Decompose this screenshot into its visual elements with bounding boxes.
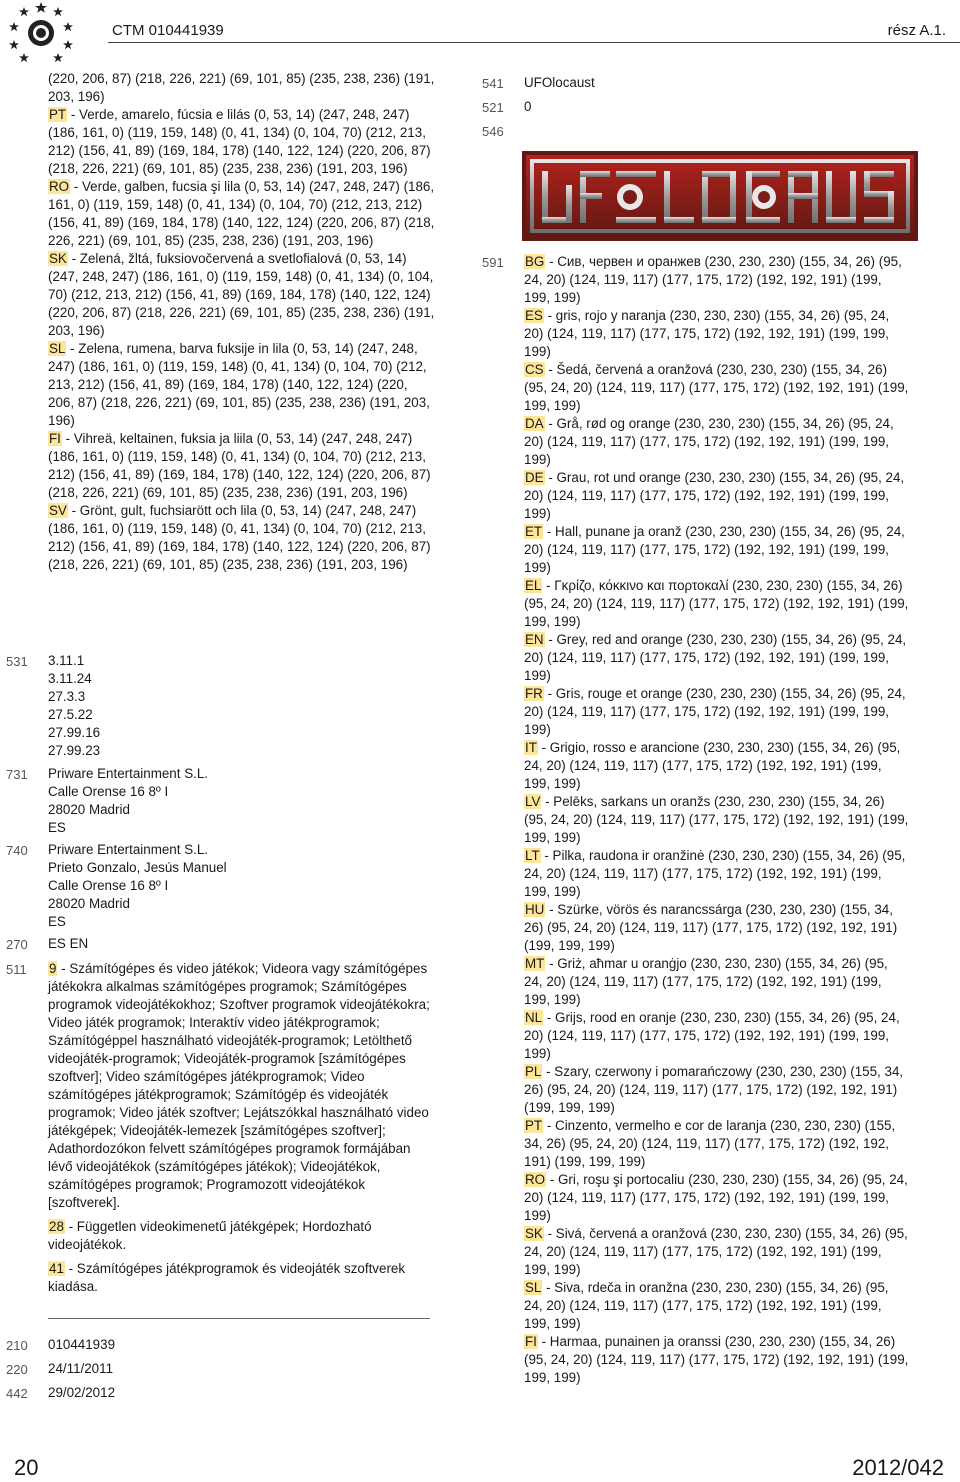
representative-name: Prieto Gonzalo, Jesús Manuel xyxy=(48,860,227,875)
colour-claim-sk: SK - Zelená, žltá, fuksiovočervená a svetlofialová (0, 53, 14) (247, 248, 247) (186, 161, 0) (119, 159, 148) (0, 41, 134) (0, 104, 70) (212, 213, 212) (156, 41, 89) (169, 184, 178) (140, 122, 124) (220, 206, 87) (218, 226, 221) (69, 101, 85) (235, 238, 236) (191, 203, 196) xyxy=(48,251,435,338)
field-code-220: 220 xyxy=(6,1362,28,1377)
field-code-731: 731 xyxy=(6,767,28,782)
nice-class-28: 28 - Független videokimenetű játékgépek; Hordozható videojátékok. xyxy=(48,1219,372,1252)
colour-claim-ro: RO - Verde, galben, fucsia şi lila (0, 53, 14) (247, 248, 247) (186, 161, 0) (119, 159, 148) (0, 41, 134) (0, 104, 70) (212, 213, 212) (156, 41, 89) (169, 184, 178) (140, 122, 124) (220, 206, 87) (218, 226, 221) (69, 101, 85) (235, 238, 236) (191, 203, 196) xyxy=(48,179,435,248)
goods-and-services xyxy=(48,960,432,1302)
vienna-code: 27.3.3 xyxy=(48,689,86,704)
colour-entry-cs: CS - Šedá, červená a oranžová (230, 230, 230) (155, 34, 26) (95, 24, 20) (124, 119, 117) (177, 175, 172) (192, 192, 191) (199, 199, 199) xyxy=(524,362,909,413)
representative-city: 28020 Madrid xyxy=(48,896,130,911)
section-label: rész A.1. xyxy=(887,22,946,39)
mark-colour-claims xyxy=(524,253,910,1387)
field-code-531: 531 xyxy=(6,654,28,669)
colour-entry-sk: SK - Sivá, červená a oranžová (230, 230, 230) (155, 34, 26) (95, 24, 20) (124, 119, 117) (177, 175, 172) (192, 192, 191) (199, 199, 199) xyxy=(524,1226,908,1277)
vienna-code: 27.99.16 xyxy=(48,725,101,740)
field-code-591: 591 xyxy=(482,255,504,270)
colour-entry-fi: FI - Harmaa, punainen ja oranssi (230, 230, 230) (155, 34, 26) (95, 24, 20) (124, 119, 117) (177, 175, 172) (192, 192, 191) (199, 199, 199) xyxy=(524,1334,909,1385)
bulletin-issue: 2012/042 xyxy=(852,1455,944,1480)
colour-entry-hu: HU - Szürke, vörös és narancssárga (230, 230, 230) (155, 34, 26) (95, 24, 20) (124, 119, 117) (177, 175, 172) (192, 192, 191) (199, 199, 199) xyxy=(524,902,898,953)
publication-date: 29/02/2012 xyxy=(48,1385,116,1400)
colour-entry-lv: LV - Pelēks, sarkans un oranžs (230, 230, 230) (155, 34, 26) (95, 24, 20) (124, 119, 117) (177, 175, 172) (192, 192, 191) (199, 199, 199) xyxy=(524,794,909,845)
applicant-country: ES xyxy=(48,820,66,835)
field-code-210: 210 xyxy=(6,1338,28,1353)
field-code-521: 521 xyxy=(482,100,504,115)
colour-entry-de: DE - Grau, rot und orange (230, 230, 230) (155, 34, 26) (95, 24, 20) (124, 119, 117) (177, 175, 172) (192, 192, 191) (199, 199, 199) xyxy=(524,470,905,521)
field-code-546: 546 xyxy=(482,124,504,139)
colour-entry-en: EN - Grey, red and orange (230, 230, 230) (155, 34, 26) (95, 24, 20) (124, 119, 117) (177, 175, 172) (192, 192, 191) (199, 199, 199) xyxy=(524,632,907,683)
colour-entry-pl: PL - Szary, czerwony i pomarańczowy (230, 230, 230) (155, 34, 26) (95, 24, 20) (124, 119, 117) (177, 175, 172) (192, 192, 191) (199, 199, 199) xyxy=(524,1064,904,1115)
vienna-code: 27.99.23 xyxy=(48,743,101,758)
colour-claim-fi: FI - Vihreä, keltainen, fuksia ja liila (0, 53, 14) (247, 248, 247) (186, 161, 0) (119, 159, 148) (0, 41, 134) (0, 104, 70) (212, 213, 212) (156, 41, 89) (169, 184, 178) (140, 122, 124) (220, 206, 87) (218, 226, 221) (69, 101, 85) (235, 238, 236) (191, 203, 196) xyxy=(48,431,431,500)
colour-entry-es: ES - gris, rojo y naranja (230, 230, 230) (155, 34, 26) (95, 24, 20) (124, 119, 117) (177, 175, 172) (192, 192, 191) (199, 199, 199) xyxy=(524,308,890,359)
colour-entry-fr: FR - Gris, rouge et orange (230, 230, 230) (155, 34, 26) (95, 24, 20) (124, 119, 117) (177, 175, 172) (192, 192, 191) (199, 199, 199) xyxy=(524,686,906,737)
vienna-code: 3.11.1 xyxy=(48,653,85,668)
colour-entry-bg: BG - Сив, червен и оранжев (230, 230, 230) (155, 34, 26) (95, 24, 20) (124, 119, 117) (177, 175, 172) (192, 192, 191) (199, 199, 199) xyxy=(524,254,902,305)
colour-entry-ro: RO - Gri, roşu şi portocaliu (230, 230, 230) (155, 34, 26) (95, 24, 20) (124, 119, 117) (177, 175, 172) (192, 192, 191) (199, 199, 199) xyxy=(524,1172,908,1223)
eu-stars-logo-icon xyxy=(6,0,76,66)
colour-claim-continued: (220, 206, 87) (218, 226, 221) (69, 101, 85) (235, 238, 236) (191, 203, 196) xyxy=(48,71,435,104)
colour-claim-sl: SL - Zelena, rumena, barva fuksije in lila (0, 53, 14) (247, 248, 247) (186, 161, 0) (119, 159, 148) (0, 41, 134) (0, 104, 70) (212, 213, 212) (156, 41, 89) (169, 184, 178) (140, 122, 124) (220, 206, 87) (218, 226, 221) (69, 101, 85) (235, 238, 236) (191, 203, 196) xyxy=(48,341,430,428)
field-code-511: 511 xyxy=(6,962,27,977)
languages: ES EN xyxy=(48,936,89,951)
colour-entry-lt: LT - Pilka, raudona ir oranžinė (230, 230, 230) (155, 34, 26) (95, 24, 20) (124, 119, 117) (177, 175, 172) (192, 192, 191) (199, 199, 199) xyxy=(524,848,906,899)
header-divider xyxy=(108,42,960,43)
colour-entry-el: EL - Γκρίζο, κόκκινο και πορτοκαλί (230, 230, 230) (155, 34, 26) (95, 24, 20) (124, 119, 117) (177, 175, 172) (192, 192, 191) (199, 199, 199) xyxy=(524,578,909,629)
page-number: 20 xyxy=(14,1455,39,1480)
colour-claims xyxy=(48,70,436,574)
representative-address xyxy=(48,841,428,931)
document-number-header: CTM 010441939 xyxy=(112,22,224,39)
colour-entry-it: IT - Grigio, rosso e arancione (230, 230, 230) (155, 34, 26) (95, 24, 20) (124, 119, 117) (177, 175, 172) (192, 192, 191) (199, 199, 199) xyxy=(524,740,901,791)
field-code-270: 270 xyxy=(6,937,28,952)
mark-text: UFOlocaust xyxy=(524,75,595,90)
application-number: 010441939 xyxy=(48,1337,116,1352)
vienna-code: 27.5.22 xyxy=(48,707,93,722)
representative-country: ES xyxy=(48,914,66,929)
colour-entry-da: DA - Grå, rød og orange (230, 230, 230) (155, 34, 26) (95, 24, 20) (124, 119, 117) (177, 175, 172) (192, 192, 191) (199, 199, 199) xyxy=(524,416,894,467)
ufolocaust-logo-image xyxy=(520,145,920,245)
nice-class-9: 9 - Számítógépes és video játékok; Videora vagy számítógépes játékokra alkalmas számítógépes programok; Számítógépes programok videojátékokhoz; Szoftver programok videojátékokra; Video játék programok; Interaktív video játékprogramok; Számítógéppel használható videojáték-programok; Letölthető videojáték-programok; Videojáték-programok [számítógépes szoftver]; Video számítógépes játékprogramok; Video számítógépes játékprogramok; Számítógép és videojáték programok; Video játék szoftver; Lejátszókkal használható video játékgépek; Videojáték-lemezek [számítógépes szoftver]; Adathordozókon felvett számítógépes programok formájában lévő videojátékok (számítógépes játékok); Videojátékok, számítógépes programok; Programozott videojátékok [szoftverek]. xyxy=(48,961,430,1210)
colour-claim-sv: SV - Grönt, gult, fuchsiarött och lila (0, 53, 14) (247, 248, 247) (186, 161, 0) (119, 159, 148) (0, 41, 134) (0, 104, 70) (212, 213, 212) (156, 41, 89) (169, 184, 178) (140, 122, 124) (220, 206, 87) (218, 226, 221) (69, 101, 85) (235, 238, 236) (191, 203, 196) xyxy=(48,503,431,572)
representative-company: Priware Entertainment S.L. xyxy=(48,842,209,857)
applicant-name: Priware Entertainment S.L. xyxy=(48,766,209,781)
distinctiveness-indicator: 0 xyxy=(524,99,532,114)
vienna-code: 3.11.24 xyxy=(48,671,92,686)
field-code-442: 442 xyxy=(6,1386,28,1401)
applicant-city: 28020 Madrid xyxy=(48,802,130,817)
colour-entry-et: ET - Hall, punane ja oranž (230, 230, 230) (155, 34, 26) (95, 24, 20) (124, 119, 117) (177, 175, 172) (192, 192, 191) (199, 199, 199) xyxy=(524,524,905,575)
applicant-street: Calle Orense 16 8º I xyxy=(48,784,169,799)
field-code-740: 740 xyxy=(6,843,28,858)
nice-class-41: 41 - Számítógépes játékprogramok és videojáték szoftverek kiadása. xyxy=(48,1261,406,1294)
colour-entry-nl: NL - Grijs, rood en oranje (230, 230, 230) (155, 34, 26) (95, 24, 20) (124, 119, 117) (177, 175, 172) (192, 192, 191) (199, 199, 199) xyxy=(524,1010,900,1061)
representative-street: Calle Orense 16 8º I xyxy=(48,878,169,893)
colour-entry-mt: MT - Griż, aħmar u oranġjo (230, 230, 230) (155, 34, 26) (95, 24, 20) (124, 119, 117) (177, 175, 172) (192, 192, 191) (199, 199, 199) xyxy=(524,956,888,1007)
colour-entry-pt: PT - Cinzento, vermelho e cor de laranja (230, 230, 230) (155, 34, 26) (95, 24, 20) (124, 119, 117) (177, 175, 172) (192, 192, 191) (199, 199, 199) xyxy=(524,1118,896,1169)
section-divider xyxy=(48,1318,430,1319)
vienna-classification xyxy=(48,652,428,760)
colour-claim-pt: PT - Verde, amarelo, fúcsia e lilás (0, 53, 14) (247, 248, 247) (186, 161, 0) (119, 159, 148) (0, 41, 134) (0, 104, 70) (212, 213, 212) (156, 41, 89) (169, 184, 178) (140, 122, 124) (220, 206, 87) (218, 226, 221) (69, 101, 85) (235, 238, 236) (191, 203, 196) xyxy=(48,107,431,176)
field-code-541: 541 xyxy=(482,76,504,91)
filing-date: 24/11/2011 xyxy=(48,1361,114,1376)
applicant-address xyxy=(48,765,428,837)
colour-entry-sl: SL - Siva, rdeča in oranžna (230, 230, 230) (155, 34, 26) (95, 24, 20) (124, 119, 117) (177, 175, 172) (192, 192, 191) (199, 199, 199) xyxy=(524,1280,889,1331)
